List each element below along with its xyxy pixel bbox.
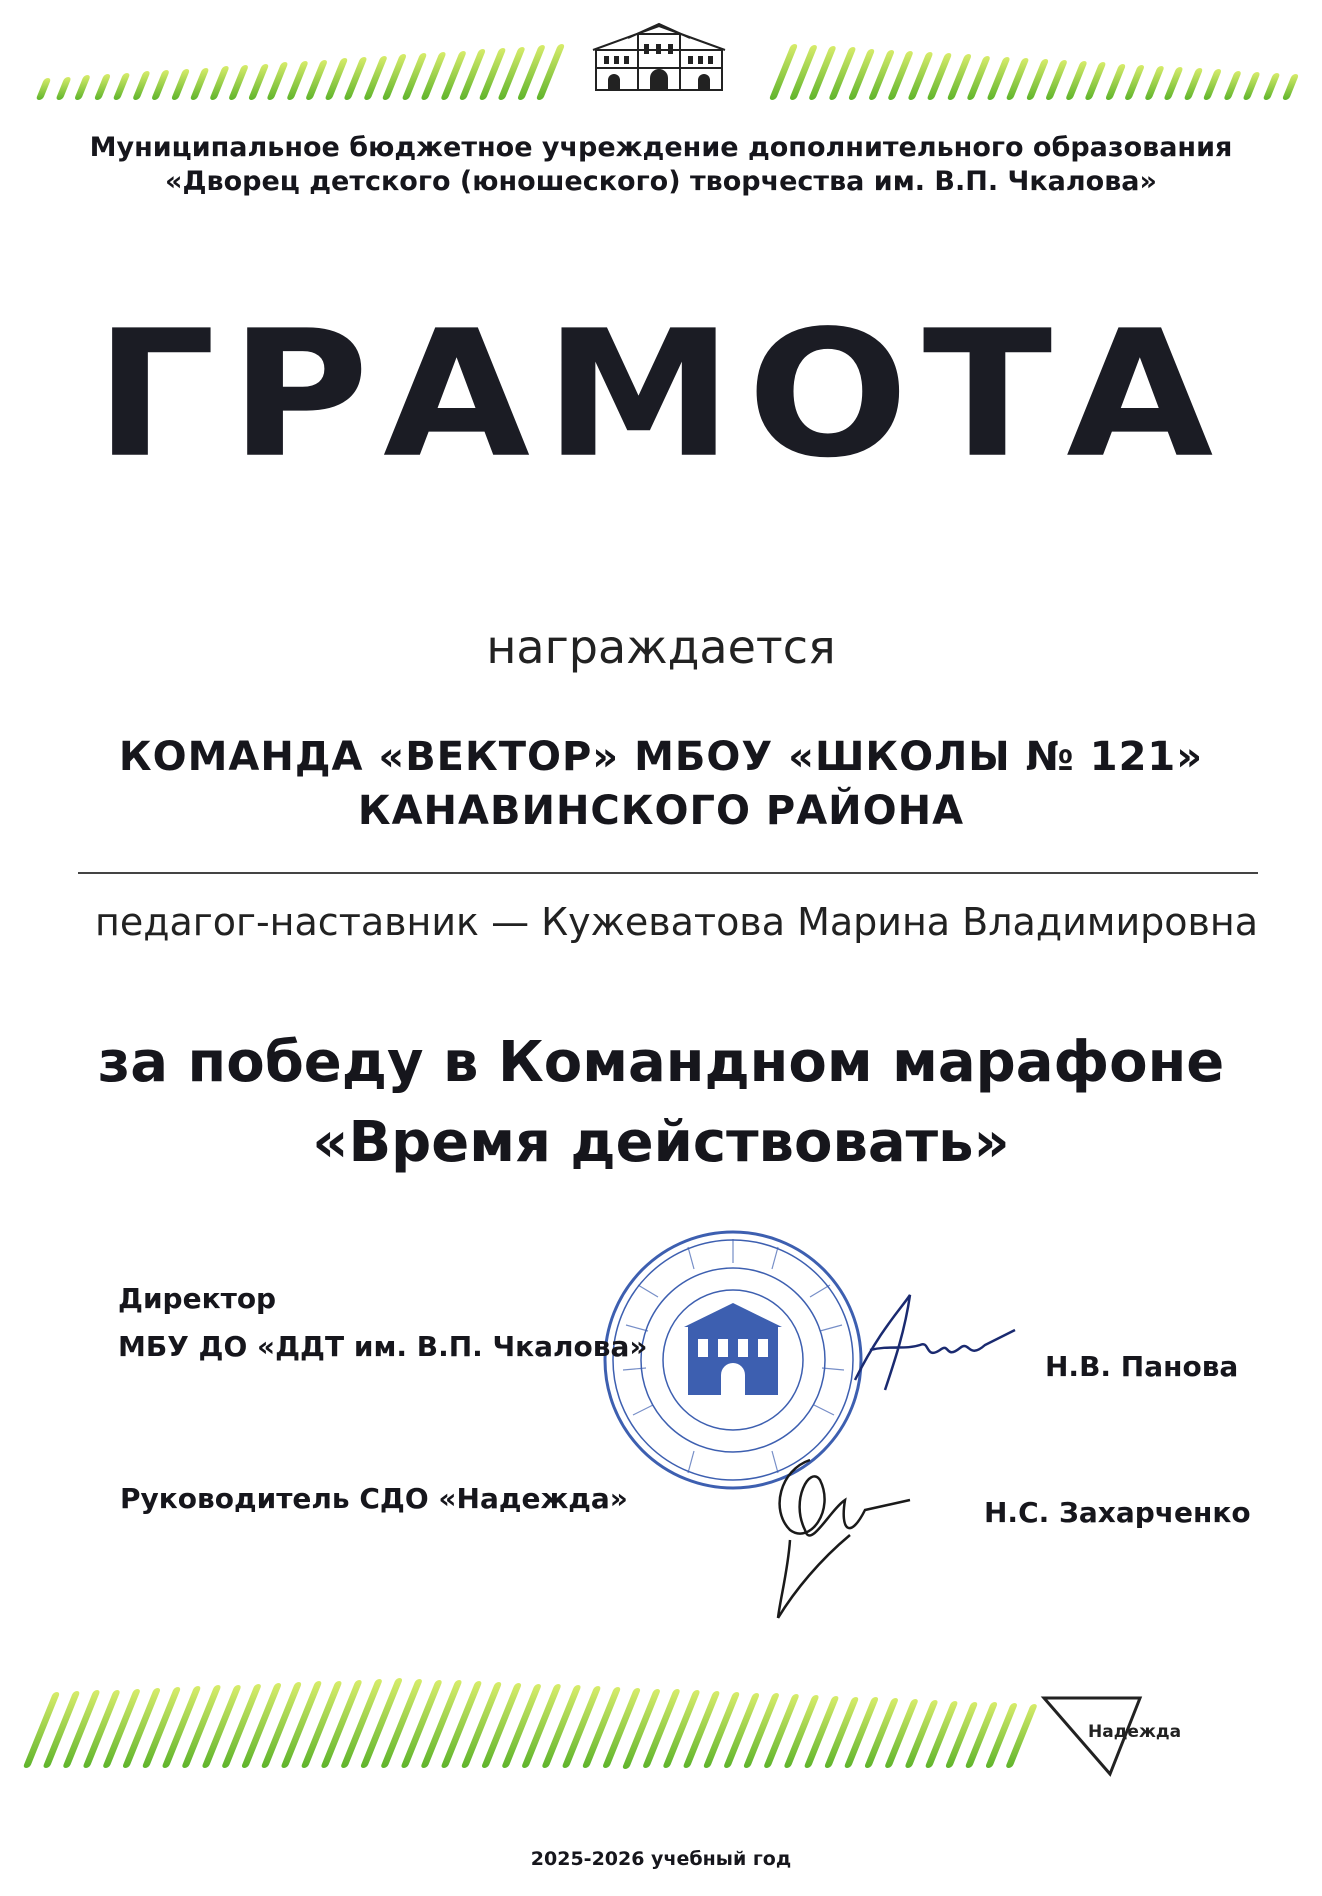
stripe <box>151 70 170 100</box>
stripe <box>622 1689 661 1769</box>
stripe <box>561 1686 601 1768</box>
stripe <box>1084 62 1106 100</box>
academic-year: 2025-2026 учебный год <box>530 1848 792 1870</box>
awarded-label: награждается <box>486 620 836 674</box>
director-name: Н.В. Панова <box>1045 1350 1239 1383</box>
recipient-line-1: КОМАНДА «ВЕКТОР» МБОУ «ШКОЛЫ № 121» <box>118 734 1204 780</box>
stripe <box>201 1685 242 1768</box>
stripe <box>281 1681 323 1768</box>
nadezhda-logo-text: Надежда <box>1088 1722 1182 1742</box>
top-stripes-right <box>770 40 1310 100</box>
head-signature <box>750 1440 920 1620</box>
stripe <box>261 1682 303 1768</box>
stripe <box>1163 67 1183 100</box>
stripe <box>1183 68 1203 100</box>
director-organization-label: МБУ ДО «ДДТ им. В.П. Чкалова» <box>118 1330 648 1363</box>
stripe <box>74 75 91 100</box>
stripe <box>440 1681 482 1768</box>
stripe <box>228 65 249 100</box>
document-title: ГРАМОТА <box>94 292 1228 497</box>
stripe <box>142 1687 182 1768</box>
stripe <box>286 61 309 100</box>
stripe <box>541 1685 581 1768</box>
stripe <box>1262 73 1280 100</box>
stripe <box>266 62 288 100</box>
stripe <box>1065 61 1088 100</box>
director-label: Директор <box>118 1282 277 1315</box>
stripe <box>1025 59 1049 100</box>
stripe <box>305 60 328 100</box>
stripe <box>241 1683 282 1768</box>
stripe <box>481 1683 522 1768</box>
recipient-line-2: КАНАВИНСКОГО РАЙОНА <box>357 788 965 834</box>
stripe <box>360 1678 403 1768</box>
stripe <box>966 56 991 100</box>
stripe <box>324 58 348 100</box>
stripe <box>209 66 230 100</box>
stripe <box>221 1684 262 1768</box>
stripe <box>189 68 209 100</box>
mentor-line: педагог-наставник — Кужеватова Марина Владимировна <box>95 900 1259 944</box>
stripe <box>161 1686 201 1768</box>
stripe <box>181 1685 221 1768</box>
stripe <box>1203 69 1222 100</box>
stripe <box>93 74 110 100</box>
stripe <box>461 1682 503 1768</box>
stripe <box>1242 72 1260 100</box>
stripe <box>55 77 71 100</box>
stripe <box>521 1684 562 1768</box>
stripe <box>1282 74 1300 100</box>
stripe <box>1005 58 1029 100</box>
stripe <box>102 1689 141 1768</box>
stripe <box>1124 65 1145 100</box>
stripe <box>247 64 269 100</box>
reason-line-1: за победу в Командном марафоне <box>97 1030 1225 1095</box>
stripe <box>1223 71 1242 100</box>
stripe <box>170 69 190 100</box>
stripe <box>1144 66 1165 100</box>
director-signature <box>850 1290 1020 1400</box>
stripe <box>602 1688 641 1768</box>
stripe <box>320 1680 363 1768</box>
stripe <box>380 1679 423 1768</box>
stripe <box>986 57 1010 100</box>
head-name: Н.С. Захарченко <box>984 1496 1251 1529</box>
stripe <box>400 1680 443 1768</box>
stripe <box>501 1684 542 1768</box>
stripe <box>582 1687 622 1768</box>
stripe <box>23 1692 61 1768</box>
top-stripes-left <box>30 40 560 100</box>
stripe <box>420 1680 462 1768</box>
bottom-stripes <box>28 1672 1038 1768</box>
stripe <box>113 73 131 100</box>
head-label: Руководитель СДО «Надежда» <box>120 1482 628 1515</box>
stripe <box>343 57 367 100</box>
divider-line <box>78 872 1258 874</box>
stripe <box>36 78 52 100</box>
organization-line-2: «Дворец детского (юношеского) творчества им. В.П. Чкалова» <box>165 166 1157 197</box>
reason-line-2: «Время действовать» <box>312 1110 1010 1175</box>
stripe <box>1045 60 1068 100</box>
stripe <box>300 1681 342 1768</box>
stripe <box>1104 64 1126 100</box>
stripe <box>122 1688 161 1768</box>
building-logo-icon <box>588 20 730 92</box>
organization-line-1: Муниципальное бюджетное учреждение дополнительного образования <box>89 132 1233 163</box>
stripe <box>132 71 151 100</box>
